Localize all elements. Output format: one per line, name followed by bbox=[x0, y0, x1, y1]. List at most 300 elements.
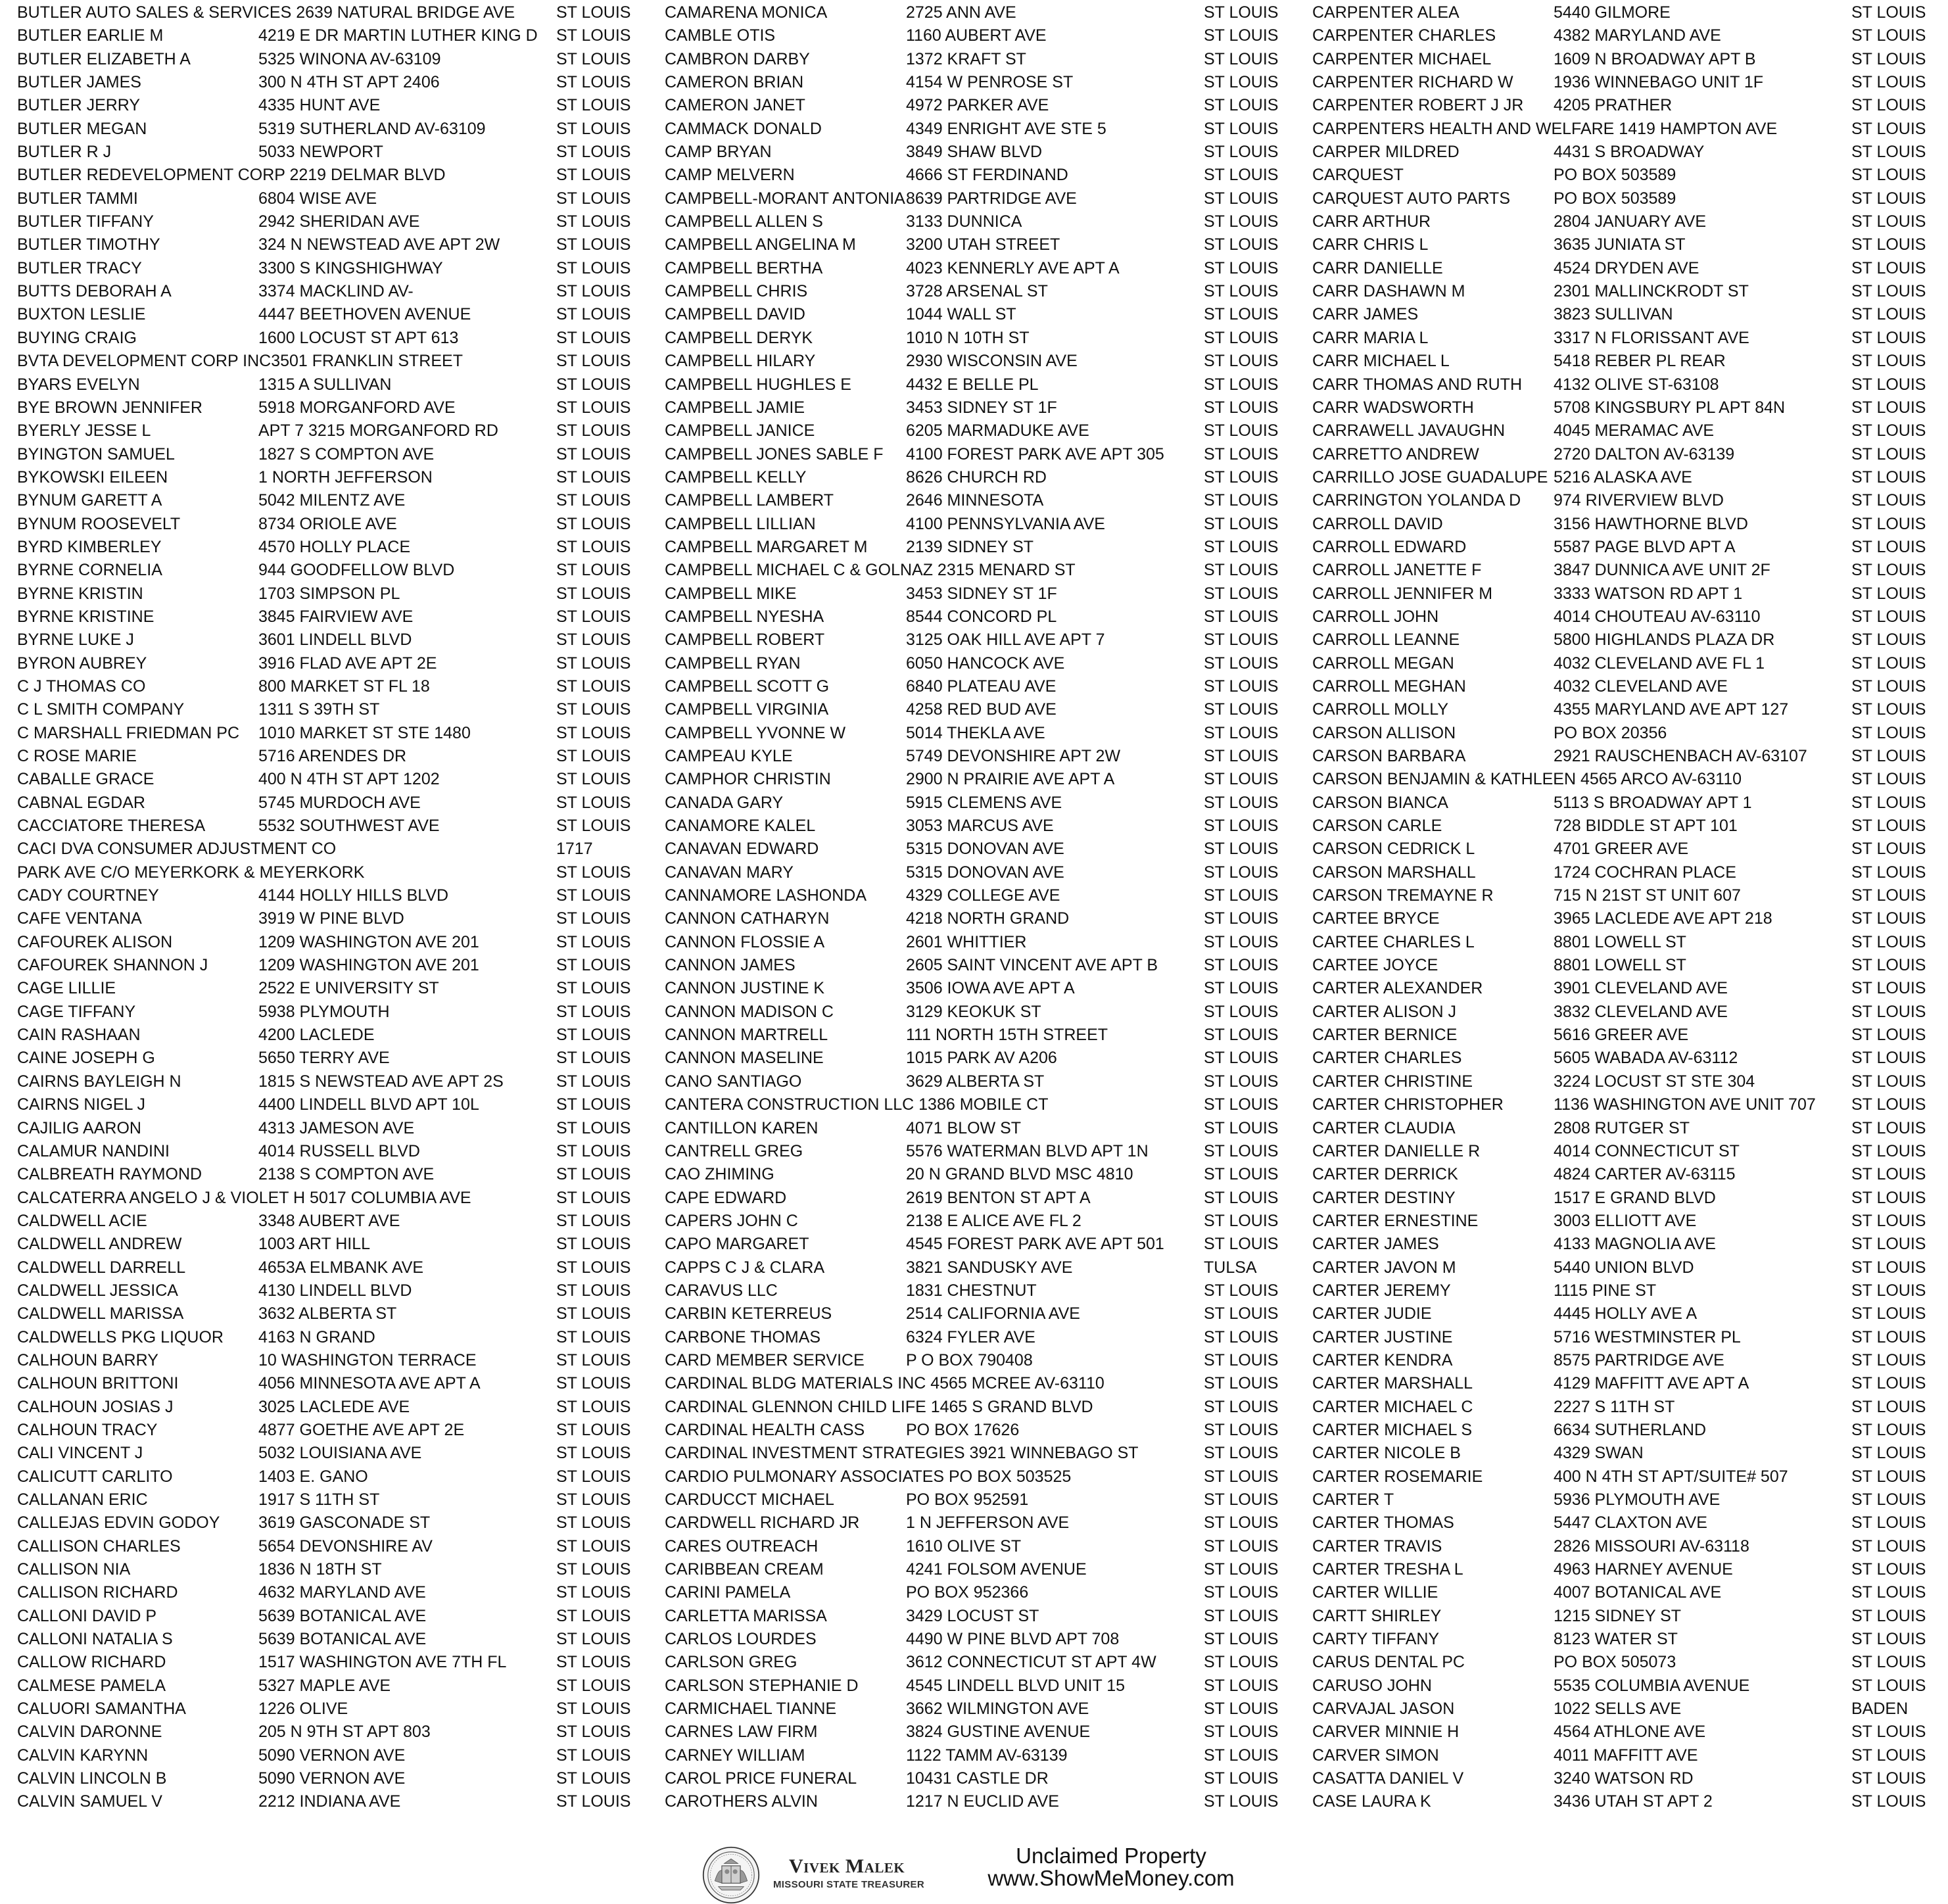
owner-name: BYRON AUBREY bbox=[17, 654, 147, 673]
owner-city: ST LOUIS bbox=[1204, 607, 1279, 626]
owner-city: ST LOUIS bbox=[556, 1049, 631, 1068]
owner-address: 5918 MORGANFORD AVE bbox=[258, 398, 456, 417]
owner-city: ST LOUIS bbox=[556, 1420, 631, 1439]
owner-name: BUTLER JERRY bbox=[17, 96, 141, 115]
owner-name: BUTTS DEBORAH A bbox=[17, 282, 172, 301]
owner-city: ST LOUIS bbox=[1851, 770, 1926, 789]
owner-address: APT 7 3215 MORGANFORD RD bbox=[258, 421, 498, 440]
owner-city: ST LOUIS bbox=[1204, 1072, 1279, 1091]
owner-address: 4258 RED BUD AVE bbox=[906, 700, 1057, 719]
listing-row bbox=[17, 1, 648, 24]
owner-city: ST LOUIS bbox=[1851, 282, 1926, 301]
owner-address: 4132 OLIVE ST-63108 bbox=[1554, 375, 1719, 394]
owner-name: CAMPBELL MARGARET M bbox=[665, 537, 868, 556]
listing-row bbox=[17, 396, 648, 419]
owner-city: ST LOUIS bbox=[1204, 1374, 1279, 1393]
owner-city: ST LOUIS bbox=[1851, 631, 1926, 650]
owner-city: ST LOUIS bbox=[1851, 1327, 1926, 1346]
owner-name: CALHOUN BRITTONI bbox=[17, 1374, 179, 1393]
owner-address: 5654 DEVONSHIRE AV bbox=[258, 1536, 433, 1556]
listing-row bbox=[17, 94, 648, 117]
owner-name: CADY COURTNEY bbox=[17, 886, 159, 905]
listing-row bbox=[1312, 559, 1943, 582]
owner-name: CARTER ERNESTINE bbox=[1312, 1211, 1479, 1230]
owner-name: CANAVAN MARY bbox=[665, 863, 794, 882]
owner-city: ST LOUIS bbox=[1204, 119, 1279, 138]
owner-name: CARDWELL RICHARD JR bbox=[665, 1513, 860, 1533]
listing-row bbox=[665, 1465, 1296, 1488]
listing-row bbox=[1312, 1140, 1943, 1163]
owner-address: 5113 S BROADWAY APT 1 bbox=[1554, 793, 1752, 812]
owner-address: 2601 WHITTIER bbox=[906, 932, 1027, 951]
listing-row bbox=[1312, 1651, 1943, 1674]
owner-name: CALDWELL ANDREW bbox=[17, 1235, 182, 1254]
listing-row bbox=[1312, 1233, 1943, 1256]
owner-name: CAMPBELL DERYK bbox=[665, 328, 813, 347]
owner-city: ST LOUIS bbox=[556, 1118, 631, 1137]
owner-city: ST LOUIS bbox=[1851, 1165, 1926, 1184]
owner-address: 4349 ENRIGHT AVE STE 5 bbox=[906, 119, 1106, 138]
owner-city: ST LOUIS bbox=[556, 1327, 631, 1346]
listing-row bbox=[17, 1790, 648, 1813]
owner-address: 111 NORTH 15TH STREET bbox=[906, 1026, 1108, 1045]
owner-address: 3317 N FLORISSANT AVE bbox=[1554, 328, 1749, 347]
owner-address: 3823 SULLIVAN bbox=[1554, 305, 1673, 324]
owner-name: CANAMORE KALEL bbox=[665, 817, 816, 836]
owner-address: 3129 KEOKUK ST bbox=[906, 1002, 1041, 1021]
owner-name: BYARS EVELYN bbox=[17, 375, 140, 394]
owner-name: CARTER CHRISTOPHER bbox=[1312, 1095, 1504, 1114]
listing-row bbox=[665, 884, 1296, 907]
listing-row bbox=[1312, 536, 1943, 559]
owner-city: ST LOUIS bbox=[1204, 817, 1279, 836]
listing-row bbox=[1312, 396, 1943, 419]
owner-address: 2301 MALLINCKRODT ST bbox=[1554, 282, 1749, 301]
owner-address: 8639 PARTRIDGE AVE bbox=[906, 189, 1077, 208]
owner-city: ST LOUIS bbox=[1851, 1769, 1926, 1788]
owner-city: ST LOUIS bbox=[1204, 1118, 1279, 1137]
owner-city: ST LOUIS bbox=[556, 537, 631, 556]
owner-address: 5639 BOTANICAL AVE bbox=[258, 1606, 427, 1625]
listing-row bbox=[665, 233, 1296, 256]
owner-address: 4524 DRYDEN AVE bbox=[1554, 258, 1699, 277]
owner-address: 400 N 4TH ST APT 1202 bbox=[258, 770, 440, 789]
owner-city: ST LOUIS bbox=[1851, 793, 1926, 812]
listing-row bbox=[17, 745, 648, 768]
listing-row bbox=[17, 1605, 648, 1628]
listing-row bbox=[17, 792, 648, 815]
owner-city: ST LOUIS bbox=[1204, 561, 1279, 580]
owner-city: ST LOUIS bbox=[1204, 3, 1279, 22]
owner-address: 1209 WASHINGTON AVE 201 bbox=[258, 956, 479, 975]
owner-city: ST LOUIS bbox=[1204, 1536, 1279, 1556]
listing-row bbox=[665, 675, 1296, 698]
owner-name: C MARSHALL FRIEDMAN PC bbox=[17, 723, 240, 742]
owner-address: 5749 DEVONSHIRE APT 2W bbox=[906, 747, 1121, 765]
owner-address: 5440 UNION BLVD bbox=[1554, 1258, 1694, 1277]
owner-address: 3832 CLEVELAND AVE bbox=[1554, 1002, 1728, 1021]
owner-city: ST LOUIS bbox=[1204, 398, 1279, 417]
owner-name: CALI VINCENT J bbox=[17, 1444, 143, 1463]
owner-city: ST LOUIS bbox=[1204, 444, 1279, 464]
footer-line-unclaimed-property: Unclaimed Property bbox=[1016, 1844, 1206, 1868]
owner-city: ST LOUIS bbox=[556, 607, 631, 626]
listing-row bbox=[665, 954, 1296, 977]
owner-city: ST LOUIS bbox=[1851, 584, 1926, 603]
listing-row bbox=[665, 1372, 1296, 1395]
owner-city: ST LOUIS bbox=[556, 631, 631, 650]
owner-name: CAMARENA MONICA bbox=[665, 3, 828, 22]
owner-name: CANTERA CONSTRUCTION LLC 1386 MOBILE CT bbox=[665, 1095, 1049, 1114]
owner-city: ST LOUIS bbox=[556, 282, 631, 301]
owner-address: 3125 OAK HILL AVE APT 7 bbox=[906, 631, 1105, 650]
owner-name: CAMP BRYAN bbox=[665, 143, 772, 162]
owner-name: CAMP MELVERN bbox=[665, 166, 795, 185]
owner-address: 2139 SIDNEY ST bbox=[906, 537, 1034, 556]
listing-row bbox=[1312, 1442, 1943, 1465]
owner-name: CAMPBELL ALLEN S bbox=[665, 212, 823, 231]
owner-name: CARMICHAEL TIANNE bbox=[665, 1700, 837, 1719]
owner-city: ST LOUIS bbox=[1851, 1118, 1926, 1137]
listing-row bbox=[665, 1651, 1296, 1674]
owner-name: BUTLER ELIZABETH A bbox=[17, 49, 191, 68]
owner-name: CAMPBELL LILLIAN bbox=[665, 514, 816, 533]
owner-city: ST LOUIS bbox=[556, 654, 631, 673]
owner-city: ST LOUIS bbox=[1204, 909, 1279, 928]
owner-city: ST LOUIS bbox=[1204, 166, 1279, 185]
owner-address: 4824 CARTER AV-63115 bbox=[1554, 1165, 1736, 1184]
owner-city: ST LOUIS bbox=[1851, 817, 1926, 836]
listing-row bbox=[665, 1488, 1296, 1511]
owner-name: CARR DANIELLE bbox=[1312, 258, 1443, 277]
owner-address: 4130 LINDELL BLVD bbox=[258, 1281, 412, 1300]
owner-address: 4490 W PINE BLVD APT 708 bbox=[906, 1630, 1120, 1649]
owner-address: 1209 WASHINGTON AVE 201 bbox=[258, 932, 479, 951]
owner-name: CALDWELL MARISSA bbox=[17, 1304, 184, 1323]
owner-address: 5716 WESTMINSTER PL bbox=[1554, 1327, 1741, 1346]
owner-name: CABNAL EGDAR bbox=[17, 793, 145, 812]
listing-row bbox=[665, 907, 1296, 930]
owner-city: ST LOUIS bbox=[556, 166, 631, 185]
owner-city: ST LOUIS bbox=[1204, 1769, 1279, 1788]
listing-row bbox=[17, 1187, 648, 1210]
listing-row bbox=[1312, 257, 1943, 280]
listing-row bbox=[17, 1093, 648, 1116]
owner-address: 2808 RUTGER ST bbox=[1554, 1118, 1690, 1137]
owner-address: 5418 REBER PL REAR bbox=[1554, 352, 1726, 371]
owner-address: 5745 MURDOCH AVE bbox=[258, 793, 421, 812]
listing-row bbox=[1312, 698, 1943, 721]
owner-city: ST LOUIS bbox=[556, 1281, 631, 1300]
listing-row bbox=[1312, 71, 1943, 94]
listing-row bbox=[17, 118, 648, 141]
owner-name: CARTER ALEXANDER bbox=[1312, 979, 1483, 998]
listing-column-3 bbox=[1312, 1, 1943, 1814]
owner-address: 2725 ANN AVE bbox=[906, 3, 1016, 22]
owner-address: 1010 N 10TH ST bbox=[906, 328, 1030, 347]
owner-address: 3632 ALBERTA ST bbox=[258, 1304, 397, 1323]
listing-row bbox=[17, 350, 648, 373]
listing-row bbox=[665, 1767, 1296, 1790]
owner-city: ST LOUIS bbox=[1204, 1095, 1279, 1114]
owner-address: 5315 DONOVAN AVE bbox=[906, 863, 1064, 882]
owner-city: ST LOUIS bbox=[1851, 49, 1926, 68]
owner-address: 944 GOODFELLOW BLVD bbox=[258, 561, 455, 580]
owner-city: ST LOUIS bbox=[1851, 352, 1926, 371]
listing-row bbox=[1312, 210, 1943, 233]
owner-address: 3901 CLEVELAND AVE bbox=[1554, 979, 1728, 998]
owner-address: 4014 CHOUTEAU AV-63110 bbox=[1554, 607, 1761, 626]
owner-city: ST LOUIS bbox=[1204, 375, 1279, 394]
owner-address: 5032 LOUISIANA AVE bbox=[258, 1444, 422, 1463]
listing-row bbox=[665, 1001, 1296, 1024]
owner-address: 8801 LOWELL ST bbox=[1554, 932, 1686, 951]
owner-address: 1010 MARKET ST STE 1480 bbox=[258, 723, 471, 742]
owner-address: 4877 GOETHE AVE APT 2E bbox=[258, 1420, 465, 1439]
owner-name: CALLONI NATALIA S bbox=[17, 1630, 173, 1649]
owner-address: 2921 RAUSCHENBACH AV-63107 bbox=[1554, 747, 1807, 765]
owner-name: CARRINGTON YOLANDA D bbox=[1312, 491, 1521, 510]
listing-row bbox=[1312, 303, 1943, 326]
owner-name: CARROLL MOLLY bbox=[1312, 700, 1449, 719]
listing-row bbox=[17, 1628, 648, 1651]
listing-row bbox=[17, 954, 648, 977]
listing-row bbox=[665, 559, 1296, 582]
owner-city: ST LOUIS bbox=[556, 677, 631, 696]
owner-city: ST LOUIS bbox=[1204, 1304, 1279, 1323]
owner-address: 3348 AUBERT AVE bbox=[258, 1211, 400, 1230]
owner-address: PO BOX 952366 bbox=[906, 1583, 1029, 1602]
listing-row bbox=[17, 513, 648, 536]
owner-city: ST LOUIS bbox=[1851, 1746, 1926, 1765]
owner-city: ST LOUIS bbox=[556, 491, 631, 510]
owner-name: CASE LAURA K bbox=[1312, 1792, 1431, 1811]
owner-name: CARR MICHAEL L bbox=[1312, 352, 1450, 371]
owner-name: CACI DVA CONSUMER ADJUSTMENT CO bbox=[17, 840, 337, 859]
listing-row bbox=[1312, 861, 1943, 884]
listing-row bbox=[17, 629, 648, 652]
owner-city: ST LOUIS bbox=[1204, 956, 1279, 975]
owner-address: PO BOX 503589 bbox=[1554, 189, 1676, 208]
listing-row bbox=[17, 722, 648, 745]
owner-city: ST LOUIS bbox=[1204, 1606, 1279, 1625]
owner-name: BUTLER AUTO SALES & SERVICES 2639 NATURAL BRIDGE AVE bbox=[17, 3, 515, 22]
listing-row bbox=[1312, 1349, 1943, 1372]
listing-row bbox=[665, 327, 1296, 350]
footer-website-link[interactable]: www.ShowMeMoney.com bbox=[987, 1866, 1235, 1890]
listing-column-1 bbox=[17, 1, 648, 1814]
owner-city: ST LOUIS bbox=[1204, 747, 1279, 765]
listing-row bbox=[17, 489, 648, 512]
listing-row bbox=[17, 71, 648, 94]
owner-name: CALCATERRA ANGELO J & VIOLET H 5017 COLUMBIA AVE bbox=[17, 1188, 471, 1207]
owner-address: 1831 CHESTNUT bbox=[906, 1281, 1037, 1300]
owner-name: CARQUEST AUTO PARTS bbox=[1312, 189, 1511, 208]
owner-address: 3224 LOCUST ST STE 304 bbox=[1554, 1072, 1755, 1091]
listing-row bbox=[665, 1093, 1296, 1116]
owner-city: ST LOUIS bbox=[1851, 444, 1926, 464]
owner-city: ST LOUIS bbox=[1851, 1258, 1926, 1277]
owner-city: ST LOUIS bbox=[1851, 956, 1926, 975]
owner-address: PO BOX 952591 bbox=[906, 1490, 1029, 1509]
owner-city: ST LOUIS bbox=[1204, 1235, 1279, 1254]
owner-city: ST LOUIS bbox=[1851, 654, 1926, 673]
owner-address: 3333 WATSON RD APT 1 bbox=[1554, 584, 1743, 603]
owner-address: 4963 HARNEY AVENUE bbox=[1554, 1560, 1733, 1579]
owner-address: 1022 SELLS AVE bbox=[1554, 1700, 1682, 1719]
owner-city: ST LOUIS bbox=[556, 444, 631, 464]
owner-city: ST LOUIS bbox=[1851, 1583, 1926, 1602]
listing-row bbox=[1312, 1302, 1943, 1325]
listing-row bbox=[17, 1488, 648, 1511]
owner-name: BYE BROWN JENNIFER bbox=[17, 398, 202, 417]
listing-row bbox=[1312, 1511, 1943, 1535]
owner-name: CAMPBELL DAVID bbox=[665, 305, 805, 324]
listing-row bbox=[1312, 350, 1943, 373]
owner-city: ST LOUIS bbox=[1204, 26, 1279, 45]
owner-city: ST LOUIS bbox=[1204, 654, 1279, 673]
owner-address: 1160 AUBERT AVE bbox=[906, 26, 1047, 45]
owner-address: 1836 N 18TH ST bbox=[258, 1560, 382, 1579]
owner-address: 400 N 4TH ST APT/SUITE# 507 bbox=[1554, 1467, 1788, 1486]
listing-row bbox=[1312, 1070, 1943, 1093]
owner-name: CAMPEAU KYLE bbox=[665, 747, 793, 765]
owner-city: ST LOUIS bbox=[1851, 1304, 1926, 1323]
owner-address: 4545 LINDELL BLVD UNIT 15 bbox=[906, 1676, 1126, 1695]
owner-name: CALHOUN JOSIAS J bbox=[17, 1397, 174, 1416]
owner-name: CARROLL JANETTE F bbox=[1312, 561, 1482, 580]
owner-city: ST LOUIS bbox=[1851, 1374, 1926, 1393]
owner-city: ST LOUIS bbox=[1204, 467, 1279, 487]
owner-city: ST LOUIS bbox=[1851, 1026, 1926, 1045]
owner-name: CALLISON RICHARD bbox=[17, 1583, 178, 1602]
owner-address: 5325 WINONA AV-63109 bbox=[258, 49, 441, 68]
owner-name: CARPENTER RICHARD W bbox=[1312, 73, 1513, 92]
listing-row bbox=[17, 1256, 648, 1279]
listing-row bbox=[17, 1396, 648, 1419]
owner-city: ST LOUIS bbox=[1851, 723, 1926, 742]
owner-city: ST LOUIS bbox=[1851, 119, 1926, 138]
listing-row bbox=[665, 722, 1296, 745]
owner-address: 1724 COCHRAN PLACE bbox=[1554, 863, 1736, 882]
owner-address: 1372 KRAFT ST bbox=[906, 49, 1026, 68]
owner-city: ST LOUIS bbox=[556, 1606, 631, 1625]
listing-row bbox=[1312, 1558, 1943, 1581]
owner-city: ST LOUIS bbox=[556, 26, 631, 45]
listing-row bbox=[1312, 1372, 1943, 1395]
listing-row bbox=[1312, 1187, 1943, 1210]
owner-address: PO BOX 503589 bbox=[1554, 166, 1676, 185]
owner-address: 3436 UTAH ST APT 2 bbox=[1554, 1792, 1713, 1811]
owner-city: ST LOUIS bbox=[556, 817, 631, 836]
owner-name: CARTER MICHAEL C bbox=[1312, 1397, 1473, 1416]
owner-name: CARTEE BRYCE bbox=[1312, 909, 1440, 928]
owner-name: CARROLL MEGHAN bbox=[1312, 677, 1466, 696]
owner-name: CALVIN LINCOLN B bbox=[17, 1769, 167, 1788]
owner-name: CARROLL EDWARD bbox=[1312, 537, 1467, 556]
owner-city: ST LOUIS bbox=[1204, 677, 1279, 696]
owner-name: CARDUCCT MICHAEL bbox=[665, 1490, 834, 1509]
owner-name: BUTLER JAMES bbox=[17, 73, 141, 92]
listing-row bbox=[17, 583, 648, 606]
owner-address: 4447 BEETHOVEN AVENUE bbox=[258, 305, 471, 324]
owner-name: CALVIN KARYNN bbox=[17, 1746, 149, 1765]
listing-row bbox=[665, 745, 1296, 768]
owner-city: ST LOUIS bbox=[1851, 1536, 1926, 1556]
listing-row bbox=[17, 233, 648, 256]
owner-name: CARR CHRIS L bbox=[1312, 235, 1429, 254]
owner-address: 6324 FYLER AVE bbox=[906, 1327, 1035, 1346]
listing-row bbox=[1312, 675, 1943, 698]
owner-name: CARROLL LEANNE bbox=[1312, 631, 1460, 650]
listing-row bbox=[1312, 1790, 1943, 1813]
listing-row bbox=[665, 1210, 1296, 1233]
owner-name: CANNON MARTRELL bbox=[665, 1026, 828, 1045]
owner-name: CALMESE PAMELA bbox=[17, 1676, 166, 1695]
owner-address: 324 N NEWSTEAD AVE APT 2W bbox=[258, 235, 500, 254]
listing-row bbox=[1312, 48, 1943, 71]
owner-name: CALHOUN BARRY bbox=[17, 1350, 158, 1369]
owner-city: ST LOUIS bbox=[1851, 1188, 1926, 1207]
owner-name: CARTER CLAUDIA bbox=[1312, 1118, 1456, 1137]
owner-address: 8801 LOWELL ST bbox=[1554, 956, 1686, 975]
owner-address: 1609 N BROADWAY APT B bbox=[1554, 49, 1756, 68]
owner-name: CARRAWELL JAVAUGHN bbox=[1312, 421, 1506, 440]
owner-city: ST LOUIS bbox=[1851, 1002, 1926, 1021]
owner-name: CARNEY WILLIAM bbox=[665, 1746, 805, 1765]
owner-name: CAMPBELL MIKE bbox=[665, 584, 797, 603]
listing-row bbox=[1312, 1326, 1943, 1349]
owner-name: BUXTON LESLIE bbox=[17, 305, 146, 324]
owner-name: BUTLER MEGAN bbox=[17, 119, 147, 138]
owner-city: ST LOUIS bbox=[1204, 1211, 1279, 1230]
listing-row bbox=[665, 257, 1296, 280]
owner-city: ST LOUIS bbox=[1851, 1235, 1926, 1254]
owner-city: ST LOUIS bbox=[1851, 1095, 1926, 1114]
owner-city: ST LOUIS bbox=[556, 1026, 631, 1045]
owner-name: CARSON CEDRICK L bbox=[1312, 840, 1475, 859]
owner-address: 800 MARKET ST FL 18 bbox=[258, 677, 430, 696]
owner-name: BYRNE KRISTIN bbox=[17, 584, 143, 603]
owner-address: 3133 DUNNICA bbox=[906, 212, 1022, 231]
listing-row bbox=[17, 1070, 648, 1093]
owner-address: 5800 HIGHLANDS PLAZA DR bbox=[1554, 631, 1775, 650]
listing-row bbox=[665, 94, 1296, 117]
owner-address: 300 N 4TH ST APT 2406 bbox=[258, 73, 440, 92]
listing-row bbox=[665, 1349, 1296, 1372]
owner-name: C L SMITH COMPANY bbox=[17, 700, 185, 719]
owner-name: CALDWELLS PKG LIQUOR bbox=[17, 1327, 224, 1346]
listing-row bbox=[1312, 583, 1943, 606]
owner-city: ST LOUIS bbox=[1851, 537, 1926, 556]
owner-address: 1827 S COMPTON AVE bbox=[258, 444, 435, 464]
owner-city: ST LOUIS bbox=[1851, 1211, 1926, 1230]
footer-text bbox=[986, 1845, 1236, 1890]
owner-address: 3849 SHAW BLVD bbox=[906, 143, 1043, 162]
listing-row bbox=[665, 1419, 1296, 1442]
owner-address: 4431 S BROADWAY bbox=[1554, 143, 1705, 162]
owner-name: CARR DASHAWN M bbox=[1312, 282, 1465, 301]
owner-name: CARTEE JOYCE bbox=[1312, 956, 1438, 975]
owner-name: CANNON FLOSSIE A bbox=[665, 932, 825, 951]
owner-city: ST LOUIS bbox=[1851, 3, 1926, 22]
owner-address: 1315 A SULLIVAN bbox=[258, 375, 392, 394]
owner-name: CARR ARTHUR bbox=[1312, 212, 1431, 231]
owner-city: ST LOUIS bbox=[1851, 1490, 1926, 1509]
listing-row bbox=[665, 396, 1296, 419]
owner-city: ST LOUIS bbox=[1851, 1397, 1926, 1416]
owner-name: CARTER CHRISTINE bbox=[1312, 1072, 1473, 1091]
